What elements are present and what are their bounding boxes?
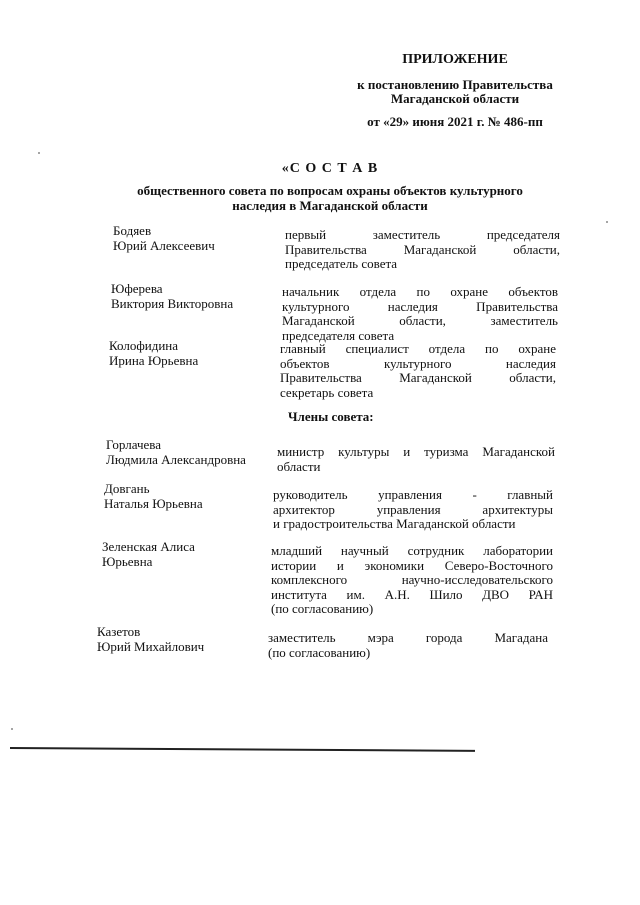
member-position [273, 488, 553, 532]
position-line: председатель совета [285, 256, 398, 271]
resolution-line-2: Магаданской области [390, 91, 520, 106]
document-title: «С О С Т А В [281, 161, 379, 176]
position-line: Правительства Магаданской области, [285, 241, 560, 257]
member-given-names: Виктория Викторовна [111, 296, 234, 311]
position-line: руководитель управления - главный [273, 487, 553, 502]
resolution-date: от «29» июня 2021 г. № 486-пп [367, 114, 543, 129]
member-given-names: Ирина Юрьевна [109, 353, 199, 368]
document-subtitle-line-1: общественного совета по вопросам охраны объектов культурного [137, 183, 523, 198]
position-line: главный специалист отдела по охране [280, 341, 556, 356]
document-subtitle-line-2: наследия в Магаданской области [232, 198, 428, 213]
member-position [285, 228, 560, 272]
position-line: секретарь совета [280, 384, 374, 400]
members-heading: Члены совета: [288, 409, 374, 424]
member-name [104, 481, 203, 511]
position-line: начальник отдела по охране объектов [282, 284, 558, 299]
position-line: комплексного научно-исследовательского [271, 572, 553, 587]
member-surname: Зеленская Алиса [102, 539, 195, 554]
position-line: (по согласованию) [271, 601, 374, 616]
position-line: и градостроительства Магаданской области [273, 516, 516, 531]
member-given-names: Людмила Александровна [106, 452, 246, 467]
member-name [111, 281, 233, 311]
position-line: (по согласованию) [268, 644, 371, 660]
member-position [277, 445, 555, 474]
appendix-heading: ПРИЛОЖЕНИЕ [402, 52, 508, 67]
member-surname: Бодяев [113, 223, 152, 238]
scan-speck [38, 152, 40, 154]
position-line: первый заместитель председателя [285, 227, 560, 242]
member-given-names: Юрий Михайлович [97, 639, 205, 654]
position-line: архитектор управления архитектуры [273, 501, 553, 517]
position-line: министр культуры и туризма Магаданской [277, 444, 555, 459]
bottom-rule [10, 747, 475, 752]
scan-speck [11, 728, 13, 730]
member-given-names: Юрьевна [102, 554, 153, 569]
position-line: младший научный сотрудник лаборатории [271, 543, 553, 558]
resolution-line-1: к постановлению Правительства [357, 77, 553, 92]
member-surname: Довгань [104, 481, 150, 496]
member-name [106, 437, 246, 467]
position-line: Магаданской области, заместитель [282, 313, 558, 328]
scan-speck [606, 221, 608, 223]
member-surname: Горлачева [106, 437, 161, 452]
member-position [268, 631, 548, 660]
position-line: области [277, 458, 321, 474]
position-line: института им. А.Н. Шило ДВО РАН [271, 586, 553, 602]
member-surname: Юферева [111, 281, 163, 296]
member-name [102, 539, 195, 569]
position-line: заместитель мэра города Магадана [268, 630, 548, 645]
position-line: культурного наследия Правительства [282, 298, 558, 314]
member-given-names: Юрий Алексеевич [113, 238, 215, 253]
position-line: Правительства Магаданской области, [280, 370, 556, 385]
member-given-names: Наталья Юрьевна [104, 496, 203, 511]
member-position [280, 342, 556, 400]
member-surname: Колофидина [109, 338, 179, 353]
position-line: председателя совета [282, 327, 395, 343]
member-surname: Казетов [97, 624, 141, 639]
position-line: истории и экономики Северо-Восточного [271, 557, 553, 573]
member-name [109, 338, 198, 368]
member-name [113, 223, 215, 253]
member-name [97, 624, 204, 654]
member-position [282, 285, 558, 343]
member-position [271, 544, 553, 617]
position-line: объектов культурного наследия [280, 355, 556, 371]
